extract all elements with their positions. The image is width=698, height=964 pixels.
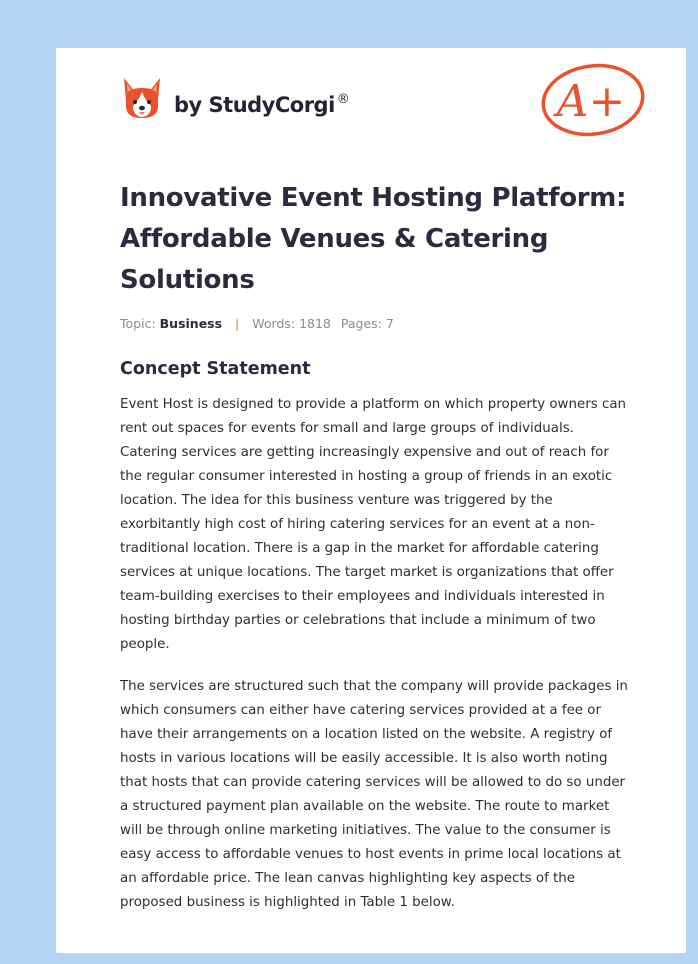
document-content xyxy=(120,178,634,933)
topic-label: Topic: xyxy=(120,316,156,331)
paragraph-1: Event Host is designed to provide a platform on which property owners can rent out spaces for events for small and large groups of individuals. Catering services are getting increasingly expensive and out of reach for the regular consumer interested in hosting a group of friends in an exotic location. The idea for this business venture was triggered by the exorbitantly high cost of hiring catering services for an event at a non-traditional location. There is a gap in the market for affordable catering services at unique locations. The target market is organizations that offer team-building exercises to their employees and individuals interested in hosting birthday parties or celebrations that include a minimum of two people. xyxy=(120,397,627,652)
document-meta xyxy=(120,316,634,331)
paragraph-2: The services are structured such that the company will provide packages in which consumers can either have catering services provided at a fee or have their arrangements on a location listed on the website. A registry of hosts in various locations will be easily accessible. It is also worth noting that hosts that can provide catering services will be allowed to do so under a structured payment plan available on the website. The route to market will be through online marketing initiatives. The value to the consumer is easy access to affordable venues to host events in prime local locations at an affordable price. The lean canvas highlighting key aspects of the proposed business is highlighted in Table 1 below. xyxy=(120,679,628,910)
page-count: Pages: 7 xyxy=(340,316,394,331)
topic-value[interactable]: Business xyxy=(159,316,223,331)
document-title: Innovative Event Hosting Platform: Affordable Venues & Catering Solutions xyxy=(120,183,627,295)
meta-separator: | xyxy=(235,316,240,331)
svg-text:A+: A+ xyxy=(556,76,626,127)
header xyxy=(56,48,686,158)
brand-name[interactable]: by StudyCorgi ® xyxy=(174,92,350,117)
document-page xyxy=(56,48,686,953)
section-heading: Concept Statement xyxy=(120,359,311,379)
word-count: Words: 1818 xyxy=(252,316,331,331)
corgi-logo-icon[interactable] xyxy=(120,76,164,122)
grade-badge-icon xyxy=(538,60,648,140)
